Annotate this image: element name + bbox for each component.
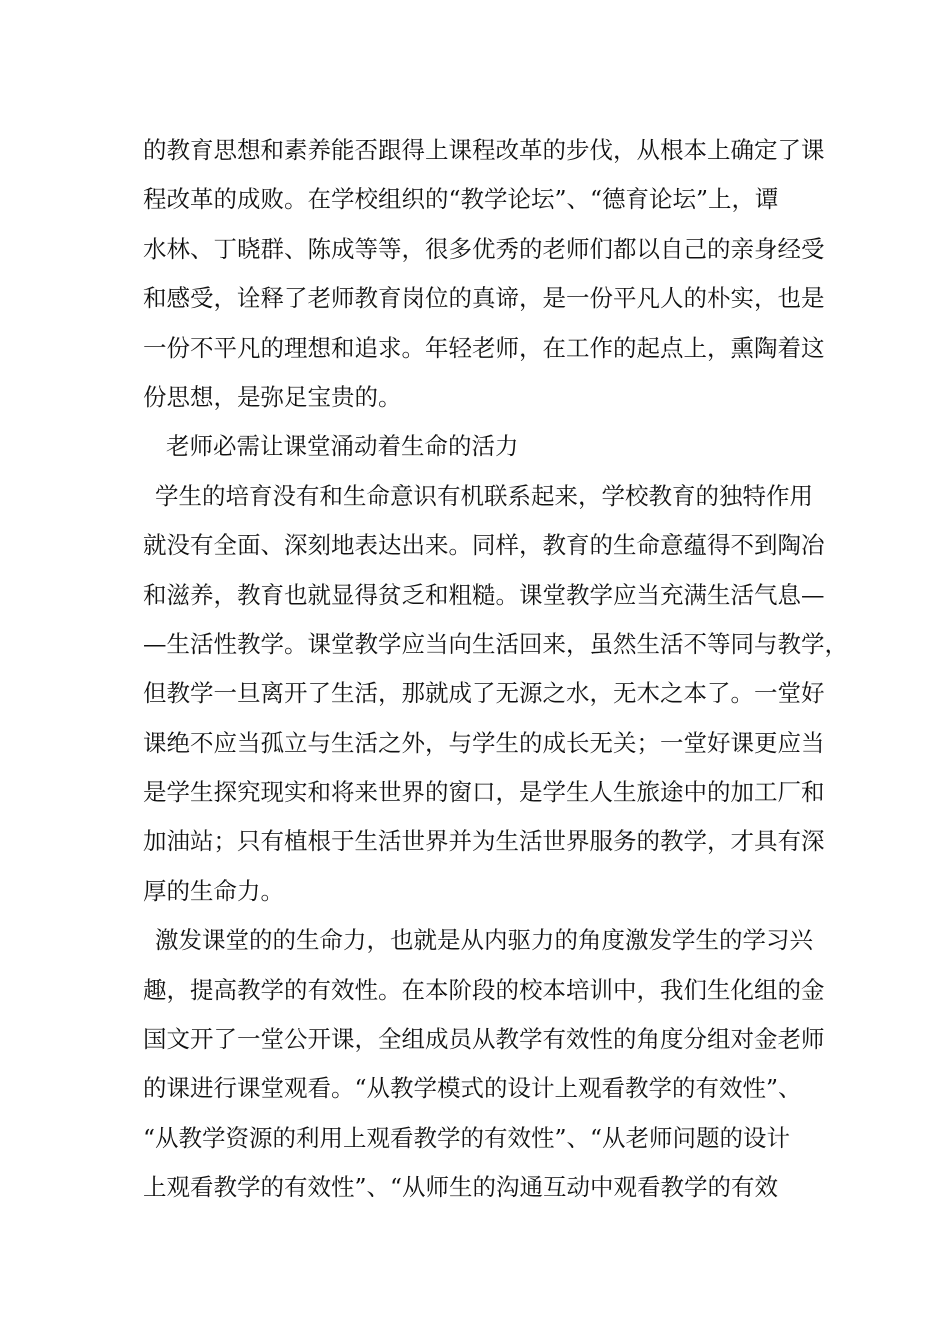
text-line: 的教育思想和素养能否跟得上课程改革的步伐，从根本上确定了课	[143, 136, 825, 164]
text-line: 和感受，诠释了老师教育岗位的真谛，是一份平凡人的朴实，也是	[143, 284, 825, 313]
text-line: 水林、丁晓群、陈成等等，很多优秀的老师们都以自己的亲身经受	[143, 234, 825, 263]
document-body	[143, 126, 848, 1213]
text-line: 趣，提高教学的有效性。在本阶段的校本培训中，我们生化组的金	[143, 975, 825, 1004]
text-line: 就没有全面、深刻地表达出来。同样，教育的生命意蕴得不到陶冶	[143, 531, 825, 560]
text-line: —生活性教学。课堂教学应当向生活回来，虽然生活不等同与教学，	[143, 629, 848, 658]
text-line: 加油站；只有植根于生活世界并为生活世界服务的教学，才具有深	[143, 827, 825, 856]
section-heading: 老师必需让课堂涌动着生命的活力	[166, 432, 519, 461]
text-line: 一份不平凡的理想和追求。年轻老师，在工作的起点上，熏陶着这	[143, 333, 825, 362]
text-line: 和滋养，教育也就显得贫乏和粗糙。课堂教学应当充满生活气息—	[143, 580, 825, 609]
text-line: 程改革的成败。在学校组织的“教学论坛”、“德育论坛”上，谭	[143, 185, 779, 214]
text-line: 是学生探究现实和将来世界的窗口，是学生人生旅途中的加工厂和	[143, 778, 825, 807]
text-line: 厚的生命力。	[143, 876, 284, 905]
text-line: 国文开了一堂公开课，全组成员从教学有效性的角度分组对金老师	[143, 1025, 825, 1054]
text-line: 份思想，是弥足宝贵的。	[143, 382, 402, 411]
text-line: 课绝不应当孤立与生活之外，与学生的成长无关；一堂好课更应当	[143, 728, 825, 757]
text-line: “从教学资源的利用上观看教学的有效性”、“从老师问题的设计	[143, 1123, 791, 1152]
text-line: 上观看教学的有效性”、“从师生的沟通互动中观看教学的有效	[143, 1173, 779, 1202]
text-line: 但教学一旦离开了生活，那就成了无源之水，无木之本了。一堂好	[143, 679, 825, 708]
paragraph-first-line: 激发课堂的的生命力，也就是从内驱力的角度激发学生的学习兴	[155, 926, 813, 955]
paragraph-first-line: 学生的培育没有和生命意识有机联系起来，学校教育的独特作用	[155, 481, 813, 510]
text-line: 的课进行课堂观看。“从教学模式的设计上观看教学的有效性”、	[143, 1074, 802, 1103]
